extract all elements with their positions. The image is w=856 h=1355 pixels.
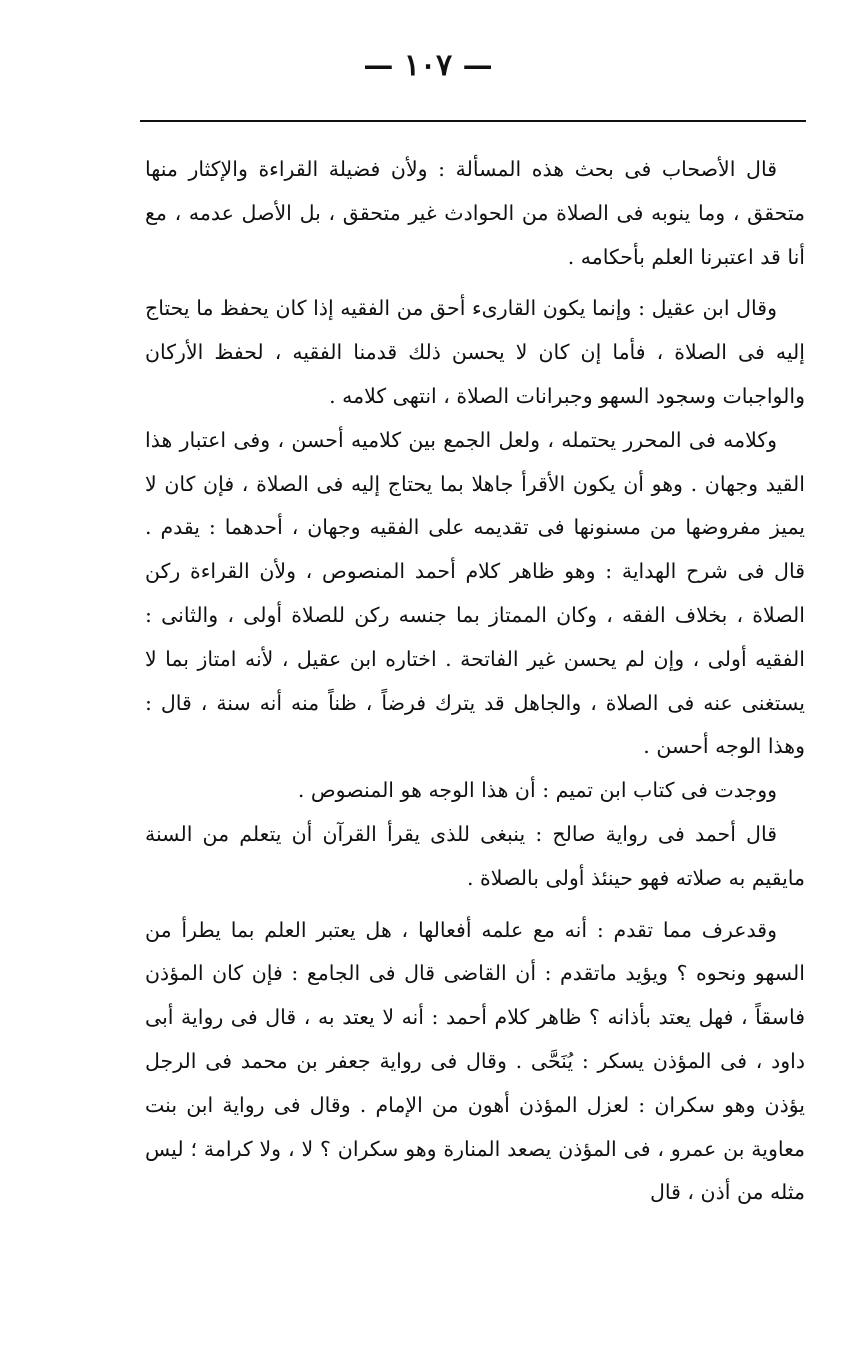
header-rule [140, 120, 806, 122]
paragraph: قال الأصحاب فى بحث هذه المسألة : ولأن فضيلة القراءة والإكثار منها متحقق ، وما ينوبه فى الصلاة من الحوادث غير متحقق ، بل الأصل عدمه ، مع أنا قد اعتبرنا العلم بأحكامه . [145, 157, 805, 269]
paragraph: وقدعرف مما تقدم : أنه مع علمه أفعالها ، هل يعتبر العلم بما يطرأ من السهو ونحوه ؟ ويؤيد ماتقدم : أن القاضى قال فى الجامع : فإن كان المؤذن فاسقاً ، فهل يعتد بأذانه ؟ ظاهر كلام أحمد : أنه لا يعتد به ، قال فى رواية أبى داود ، فى المؤذن يسكر : يُنَحَّى . وقال فى رواية جعفر بن محمد فى الرجل يؤذن وهو سكران : لعزل المؤذن أهون من الإمام . وقال فى رواية ابن بنت معاوية بن عمرو ، فى المؤذن يصعد المنارة وهو سكران ؟ لا ، ولا كرامة ؛ ليس مثله من أذن ، قال [145, 917, 805, 1205]
paragraph: وقال ابن عقيل : وإنما يكون القارىء أحق من الفقيه إذا كان يحفظ ما يحتاج إليه فى الصلاة ، فأما إن كان لا يحسن ذلك قدمنا الفقيه ، لحفظ الأركان والواجبات وسجود السهو وجبرانات الصلاة ، انتهى كلامه . [145, 296, 805, 408]
paragraph: وكلامه فى المحرر يحتمله ، ولعل الجمع بين كلاميه أحسن ، وفى اعتبار هذا القيد وجهان . وهو أن يكون الأقرأ جاهلا بما يحتاج إليه فى الصلاة ، فإن كان لا يميز مفروضها من مسنونها فى تقديمه على الفقيه وجهان ، أحدهما : يقدم . قال فى شرح الهداية : وهو ظاهر كلام أحمد المنصوص ، ولأن القراءة ركن الصلاة ، بخلاف الفقه ، وكان الممتاز بما جنسه ركن للصلاة أولى ، والثانى : الفقيه أولى ، وإن لم يحسن غير الفاتحة . اختاره ابن عقيل ، لأنه امتاز بما لا يستغنى عنه فى الصلاة ، والجاهل قد يترك فرضاً ، ظناً منه أنه سنة ، قال : وهذا الوجه أحسن . [145, 427, 805, 759]
body-text [145, 148, 805, 1215]
page-number: — ١٠٧ — [363, 48, 493, 83]
paragraph: قال أحمد فى رواية صالح : ينبغى للذى يقرأ القرآن أن يتعلم من السنة مايقيم به صلاته فهو حينئذ أولى بالصلاة . [145, 821, 805, 890]
paragraph: ووجدت فى كتاب ابن تميم : أن هذا الوجه هو المنصوص . [297, 778, 777, 803]
